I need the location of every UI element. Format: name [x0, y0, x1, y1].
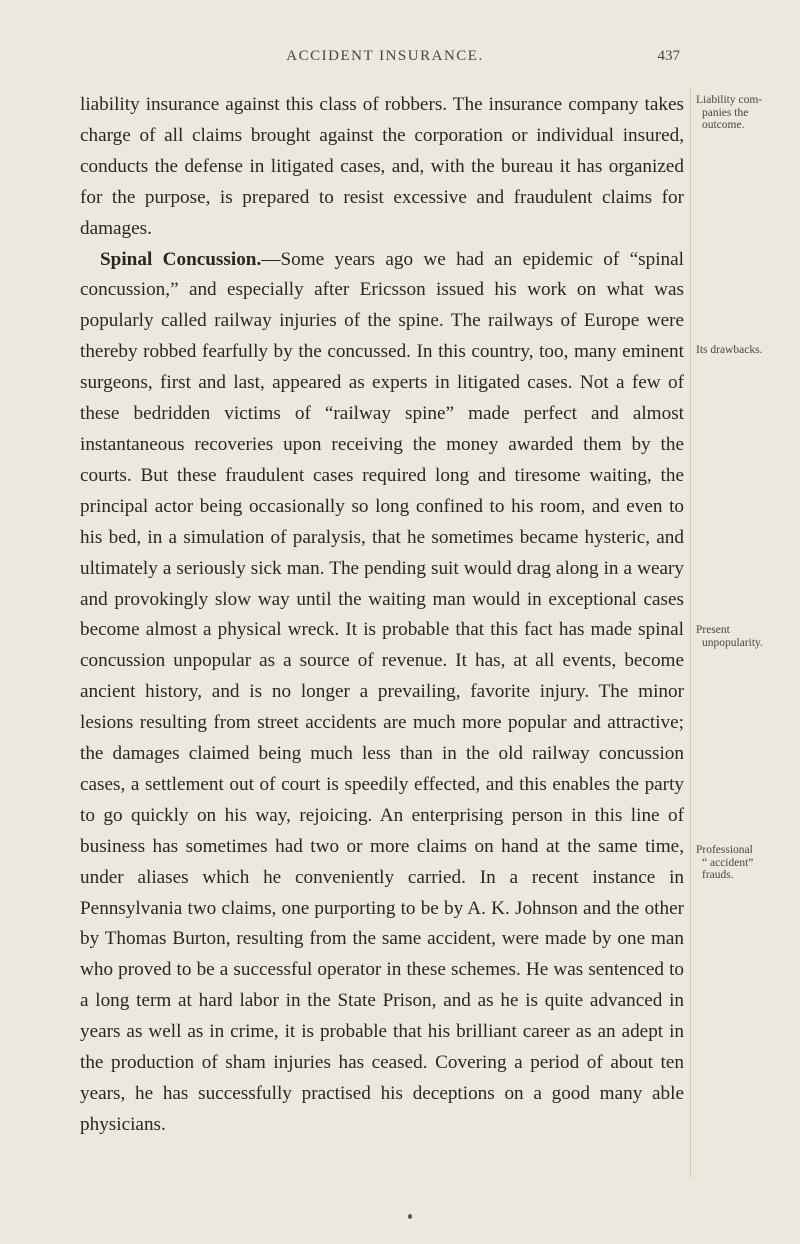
- margin-rule: [690, 88, 691, 1178]
- margin-note-line: Liability com-: [696, 94, 763, 106]
- margin-note-line: Present: [696, 624, 730, 636]
- margin-note-line: “ accident”: [702, 856, 754, 869]
- page-number: 437: [657, 48, 680, 64]
- paragraph-spinal-concussion: [80, 245, 684, 1141]
- margin-note-line: Professional: [696, 844, 753, 856]
- body-text: [80, 90, 684, 1141]
- margin-note-line: frauds.: [702, 869, 734, 881]
- margin-note-liability: [696, 94, 796, 132]
- paragraph-text: —Some years ago we had an epidemic of “spinal concussion,” and especially after Ericsson issued his work on what was popularly called railway injuries of the spine. The railways of Europe were thereby robbed fearfully by the concussed. In this country, too, many eminent surgeons, first and last, appeared as experts in litigated cases. Not a few of these bedridden victims of “railway spine” made perfect and almost instantaneous recoveries upon receiving the money awarded them by the courts. But these fraudulent cases required long and tiresome waiting, the principal actor being occasionally so long confined to his room, and even to his bed, in a simulation of paralysis, that he sometimes became hysteric, and ultimately a seriously sick man. The pending suit would drag along in a weary and provokingly slow way until the waiting man would in exceptional cases become almost a physical wreck. It is probable that this fact has made spinal concussion unpopular as a source of revenue. It has, at all events, become ancient history, and is no longer a prevailing, favorite injury. The minor lesions resulting from street accidents are much more popular and attractive; the damages claimed being much less than in the old railway concussion cases, a settlement out of court is speedily effected, and this enables the party to go quickly on his way, rejoicing. An enterprising person in this line of business has sometimes had two or more claims on hand at the same time, under aliases which he conveniently carried. In a recent instance in Pennsylvania two claims, one purporting to be by A. K. Johnson and the other by Thomas Burton, resulting from the same accident, were made by one man who proved to be a successful operator in these schemes. He was sentenced to a long term at hard labor in the State Prison, and as he is quite advanced in years as well as in crime, it is probable that his brilliant career as an adept in the production of sham injuries has ceased. Covering a period of about ten years, he has successfully practised his deceptions on a good many able physicians.: [80, 248, 684, 1135]
- margin-note-drawbacks: [696, 344, 796, 357]
- margin-note-line: outcome.: [702, 119, 745, 131]
- margin-note-line: panies the: [702, 106, 749, 119]
- running-title: ACCIDENT INSURANCE.: [286, 48, 484, 64]
- paragraph-continuation: liability insurance against this class of robbers. The insurance company takes charge of all claims brought against the corporation or individual insured, conducts the defense in litigated cases, and, with the bureau it has organized for the purpose, is prepared to resist excessive and fraudulent claims for damages.: [80, 94, 684, 239]
- section-heading: Spinal Concussion.: [100, 248, 262, 270]
- margin-note-frauds: [696, 844, 796, 882]
- margin-note-line: unpopularity.: [702, 636, 763, 649]
- margin-note-unpopularity: [696, 624, 796, 649]
- ink-speck: [408, 1214, 412, 1219]
- margin-note-line: Its drawbacks.: [696, 344, 763, 356]
- running-head: [80, 48, 690, 72]
